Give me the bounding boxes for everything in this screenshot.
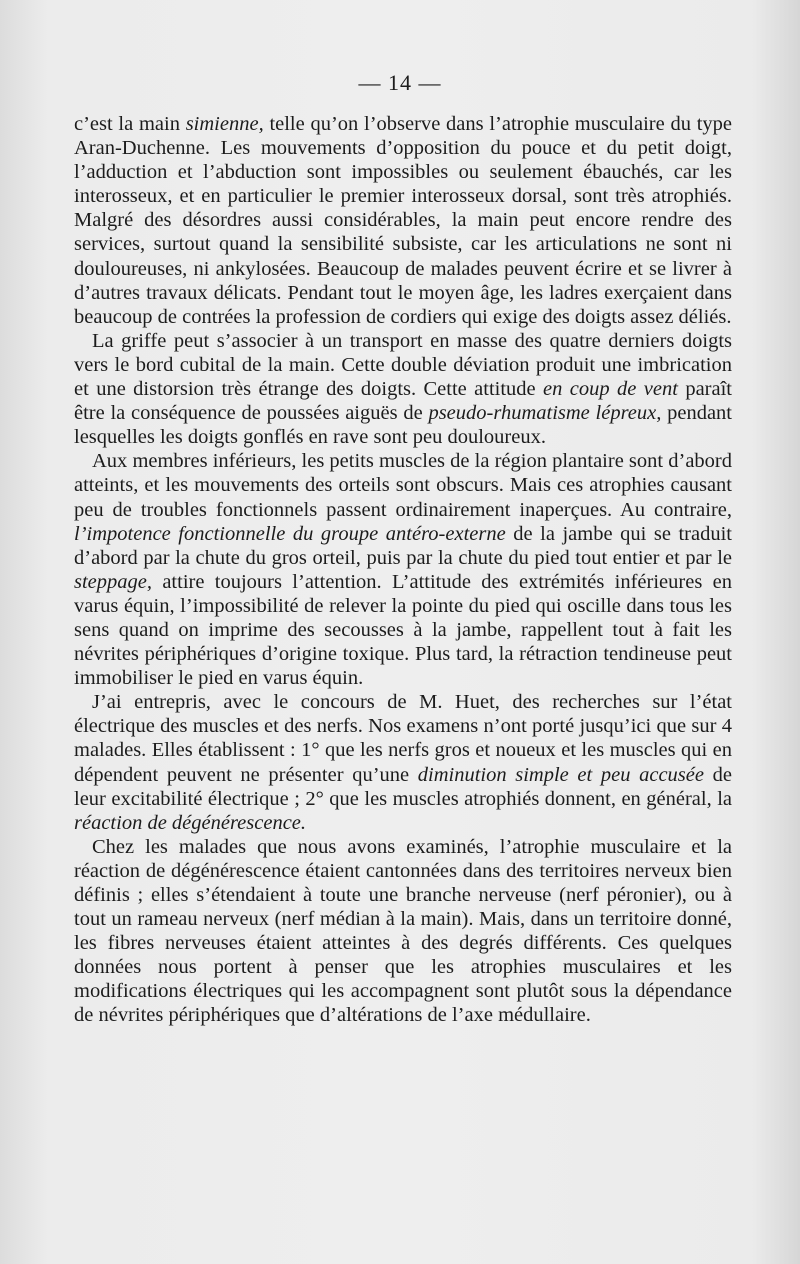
text-run: Aux membres inférieurs, les petits muscles de la région plantaire sont d’abord atteints, et les mouvements des orteils sont obscurs. Mais ces atrophies causant peu de troubles fonctionnels passent ordinairement inaperçues. Au contraire,: [74, 450, 732, 521]
italic-text: simienne,: [185, 113, 264, 135]
paragraph: [74, 329, 732, 449]
paragraph: [74, 449, 732, 690]
text-run: de la jambe qui se traduit d’abord par la chute du gros orteil, puis par la chute du pied tout entier et par le: [74, 522, 732, 569]
italic-text: pseudo-rhumatisme lépreux,: [428, 402, 662, 425]
page-number: — 14 —: [358, 70, 442, 95]
text-run: pendant lesquelles les doigts gonflés en rave sont peu douloureux.: [74, 402, 733, 449]
text-run: de leur excitabilité électrique ; 2° que les muscles atrophiés donnent, en général, la: [74, 763, 732, 810]
text-run: paraît être la conséquence de poussées aiguës de: [74, 378, 732, 425]
italic-text: l’impotence fonctionnelle du groupe antéro-externe: [74, 522, 506, 545]
text-run: J’ai entrepris, avec le concours de M. Huet, des recherches sur l’état électrique des muscles et des nerfs. Nos examens n’ont porté jusqu’ici que sur 4 malades. Elles établissent : 1° que les nerfs gros et noueux et les muscles qui en dépendent peuvent ne présenter qu’une: [74, 691, 732, 786]
paragraph: [74, 112, 732, 329]
italic-text: diminution simple et peu accusée: [417, 763, 704, 786]
italic-text: réaction de dégénérescence.: [74, 811, 307, 834]
text-run: telle qu’on l’observe dans l’atrophie musculaire du type Aran-Duchenne. Les mouvements d’opposition du pouce et du petit doigt, l’adduction et l’abduction sont impossibles ou seulement ébauchés, car les interosseux, et en particulier le premier interosseux dorsal, sont très atrophiés. Malgré des désordres aussi considérables, la main peut encore rendre des services, surtout quand la sensibilité subsiste, car les articulations ne sont ni douloureuses, ni ankylosées. Beaucoup de malades peuvent écrire et se livrer à d’autres travaux délicats. Pendant tout le moyen âge, les ladres exerçaient dans beaucoup de contrées la profession de cordiers qui exige des doigts assez déliés.: [74, 113, 732, 328]
text-run: La griffe peut s’associer à un transport en masse des quatre derniers doigts vers le bord cubital de la main. Cette double déviation produit une imbrication et une distorsion très étrange des doigts. Cette attitude: [74, 329, 732, 401]
paragraph: [74, 690, 732, 835]
paragraph: [74, 835, 732, 1028]
text-run: attire toujours l’attention. L’attitude des extrémités inférieures en varus équin, l’impossibilité de relever la pointe du pied qui oscille dans tous les sens quand on imprime des secousses à la jambe, rappellent tout à fait les névrites périphériques d’origine toxique. Plus tard, la rétraction tendineuse peut immobiliser le pied en varus équin.: [74, 570, 732, 690]
italic-text: steppage,: [74, 570, 152, 593]
italic-text: en coup de vent: [543, 378, 678, 401]
text-run: Chez les malades que nous avons examinés, l’atrophie musculaire et la réaction de dégénérescence étaient cantonnées dans des territoires nerveux bien définis ; elles s’étendaient à toute une branche nerveuse (nerf péronier), ou à tout un rameau nerveux (nerf médian à la main). Mais, dans un territoire donné, les fibres nerveuses étaient atteintes à des degrés différents. Ces quelques données nous portent à penser que les atrophies musculaires et les modifications électriques qui les accompagnent sont plutôt sous la dépendance de névrites périphériques que d’altérations de l’axe médullaire.: [74, 835, 732, 1027]
text-run: c’est la main: [74, 113, 186, 135]
body-text: [74, 112, 732, 1028]
